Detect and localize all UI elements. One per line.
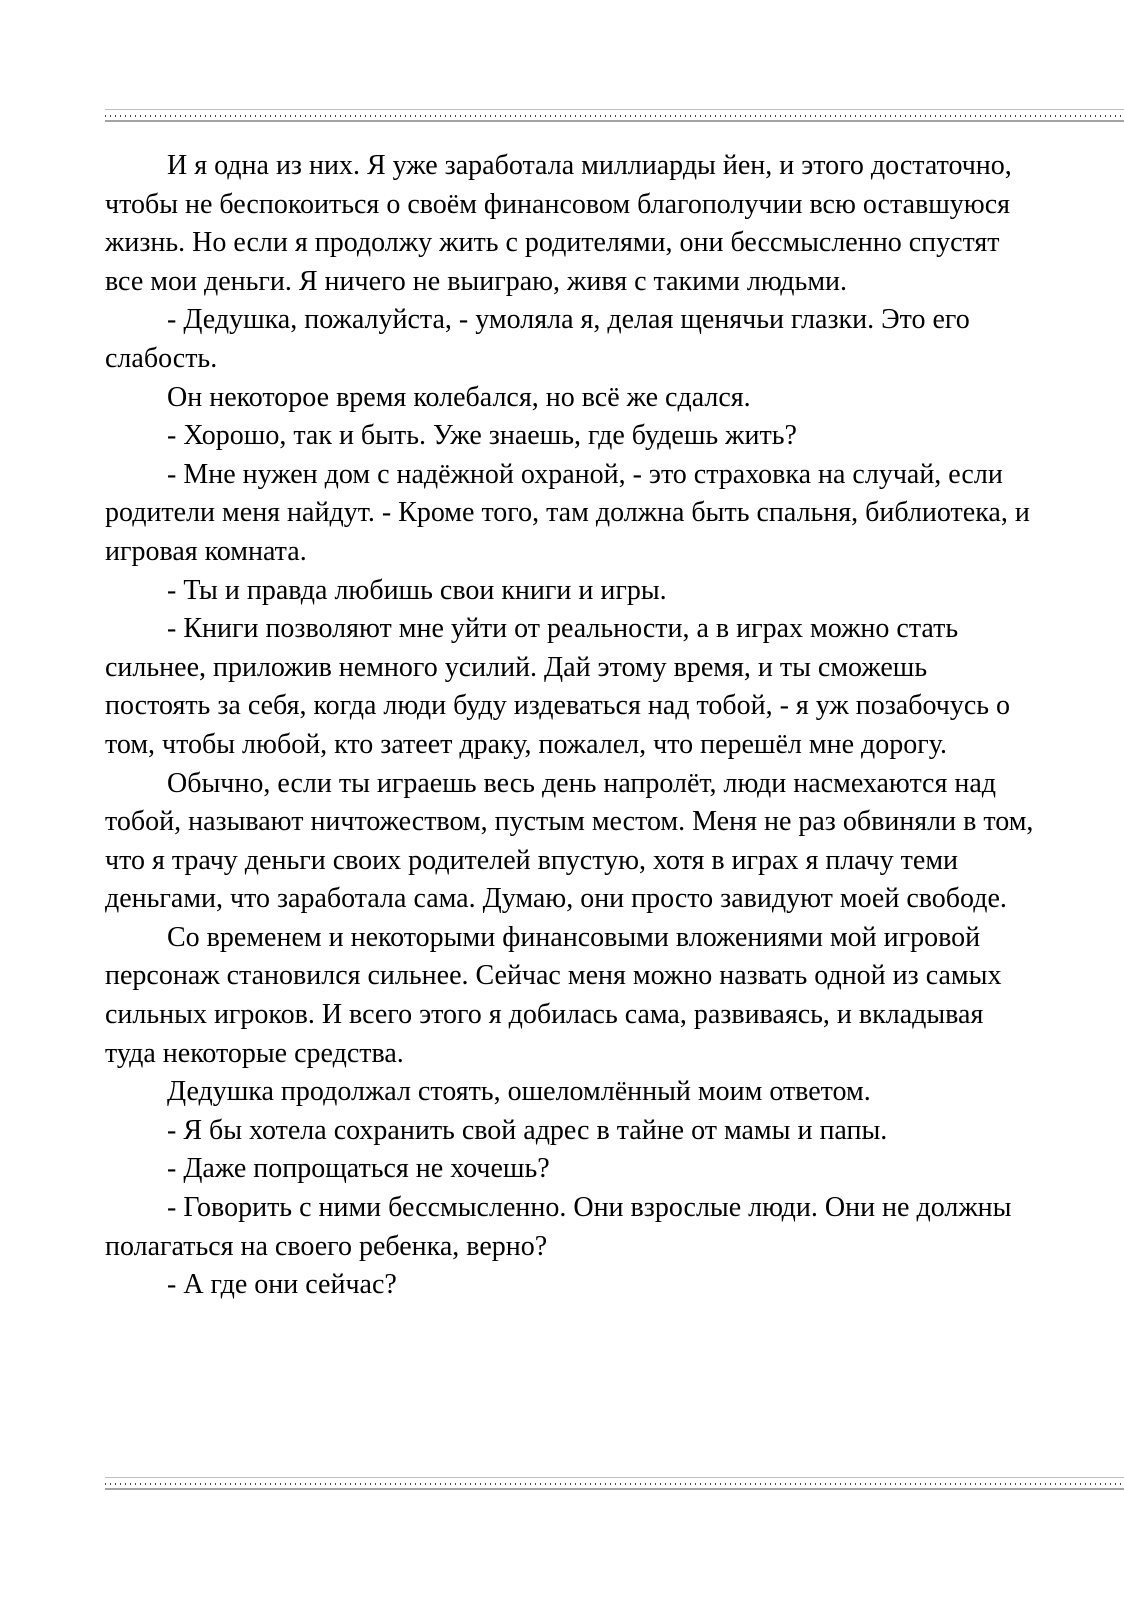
paragraph: - А где они сейчас? [167,1269,397,1301]
bottom-rule-dotted-line [105,1483,1124,1485]
page-text [105,147,1037,1305]
paragraph: - Говорить с ними бессмысленно. Они взрослые люди. Они не должны полагаться на своего ребенка, верно? [105,1192,1012,1262]
bottom-decorative-rule [105,1477,1124,1490]
paragraph: - Мне нужен дом с надёжной охраной, - это страховка на случай, если родители меня найдут. - Кроме того, там должна быть спальня, библиотека, и игровая комната. [105,458,1030,567]
paragraph: - Даже попрощаться не хочешь? [167,1153,550,1185]
paragraph: - Ты и правда любишь свои книги и игры. [167,574,667,606]
paragraph: - Книги позволяют мне уйти от реальности, а в играх можно стать сильнее, приложив немного усилий. Дай этому время, и ты сможешь постоять за себя, когда люди буду издеваться над тобой, - я уж позабочусь о том, чтобы любой, кто затеет драку, пожалел, что перешёл мне дорогу. [105,613,1011,760]
top-decorative-rule [105,109,1124,122]
paragraph: Обычно, если ты играешь весь день напролёт, люди насмехаются над тобой, называют ничтожеством, пустым местом. Меня не раз обвиняли в том, что я трачу деньги своих родителей впустую, хотя в играх я плачу теми деньгами, что заработала сама. Думаю, они просто завидуют моей свободе. [105,767,1034,915]
paragraph: - Хорошо, так и быть. Уже знаешь, где будешь жить? [167,420,797,452]
paragraph: Дедушка продолжал стоять, ошеломлённый моим ответом. [167,1076,871,1108]
paragraph: - Я бы хотела сохранить свой адрес в тайне от мамы и папы. [167,1114,888,1146]
paragraph: И я одна из них. Я уже заработала миллиарды йен, и этого достаточно, чтобы не беспокоиться о своём финансовом благополучии всю оставшуюся жизнь. Но если я продолжу жить с родителями, они бессмысленно спустят все мои деньги. Я ничего не выиграю, живя с такими людьми. [105,150,1012,297]
top-rule-dotted-line [105,115,1124,117]
paragraph: - Дедушка, пожалуйста, - умоляла я, делая щенячьи глазки. Это его слабость. [105,304,970,374]
paragraph: Со временем и некоторыми финансовыми вложениями мой игровой персонаж становился сильнее. Сейчас меня можно назвать одной из самых сильных игроков. И всего этого я добилась сама, развиваясь, и вкладывая туда некоторые средства. [105,921,1002,1069]
paragraph: Он некоторое время колебался, но всё же сдался. [167,381,751,413]
